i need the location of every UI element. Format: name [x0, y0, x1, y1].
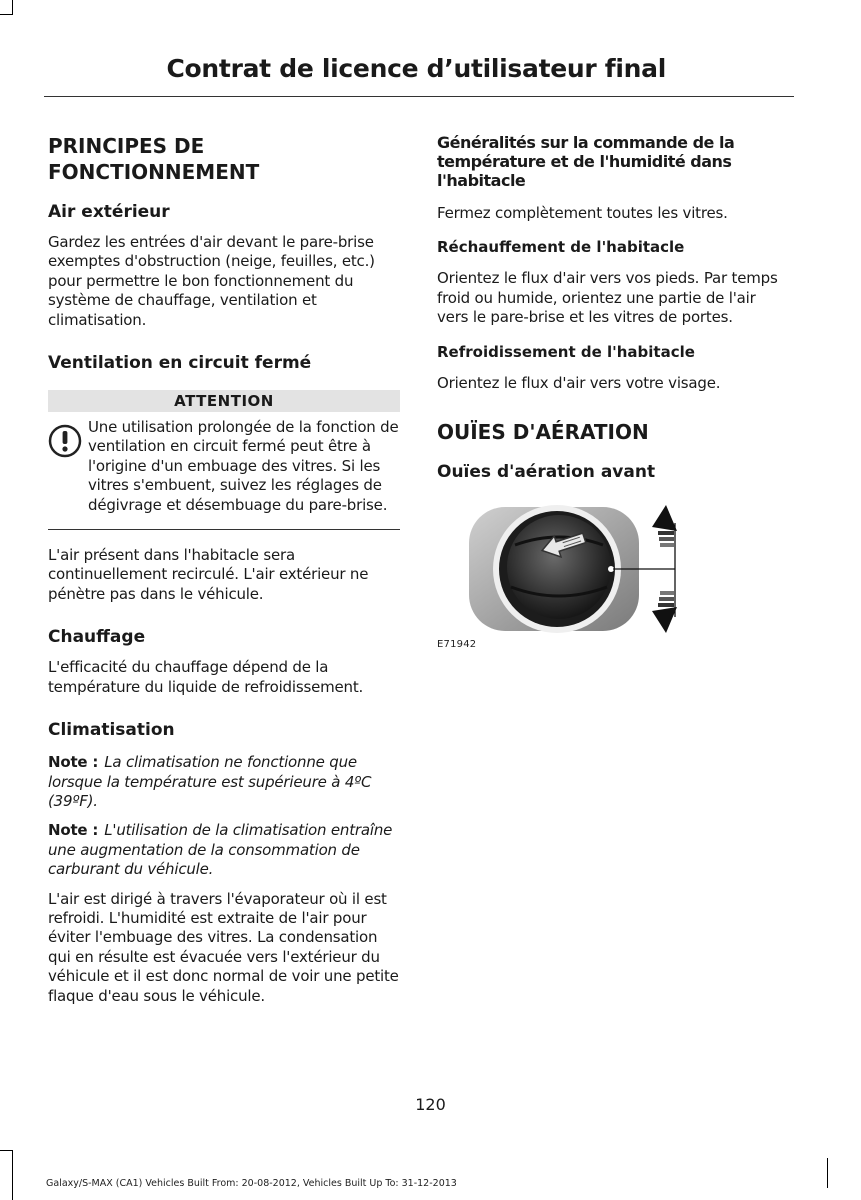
- heading-climatisation: Climatisation: [48, 720, 175, 741]
- page-number: 120: [415, 1095, 446, 1114]
- air-vent-illustration: [437, 501, 687, 641]
- paragraph-evaporateur: L'air est dirigé à travers l'évaporateur où il est refroidi. L'humidité est extraite de l'air pour éviter l'embuage des vitres. La condensation qui en résulte est évacuée vers l'extérieur du véhicule et il est donc normal de voir une petite flaque d'eau sous le véhicule.: [48, 889, 399, 1005]
- note-2-text: L'utilisation de la climatisation entraîne une augmentation de la consommation de carburant du véhicule.: [48, 821, 393, 879]
- paragraph-recircule: L'air présent dans l'habitacle sera continuellement recirculé. L'air extérieur ne pénètre pas dans le véhicule.: [48, 546, 369, 603]
- right-column: [437, 133, 789, 651]
- figure-air-vent: [437, 501, 687, 651]
- paragraph-refroidissement: Orientez le flux d'air vers votre visage.: [437, 373, 721, 392]
- warning-icon: [48, 424, 82, 458]
- heading-rechauffement: Réchauffement de l'habitacle: [437, 238, 685, 257]
- attention-label: ATTENTION: [48, 390, 400, 412]
- heading-ouies: OUÏES D'AÉRATION: [437, 420, 649, 445]
- attention-divider: [48, 529, 400, 530]
- heading-air-exterieur: Air extérieur: [48, 202, 170, 222]
- left-column: [48, 133, 400, 1006]
- crop-mark-bottom-right: [827, 1158, 828, 1188]
- figure-code: E71942: [437, 639, 477, 651]
- crop-mark-top-left: [12, 0, 13, 14]
- heading-ventilation: Ventilation en circuit fermé: [48, 353, 312, 374]
- crop-mark-bottom-left-v: [12, 1150, 13, 1200]
- paragraph-rechauffement: Orientez le flux d'air vers vos pieds. Par temps froid ou humide, orientez une partie de l'air vers le pare-brise et les vitres de portes.: [437, 269, 778, 327]
- crop-mark-top-left-h: [0, 14, 13, 15]
- attention-box: [48, 390, 400, 530]
- paragraph-chauffage: L'efficacité du chauffage dépend de la température du liquide de refroidissement.: [48, 658, 364, 696]
- note-2: [48, 821, 400, 879]
- paragraph-fermez: Fermez complètement toutes les vitres.: [437, 204, 728, 222]
- heading-generalites: Généralités sur la commande de la température et de l'humidité dans l'habitacle: [437, 133, 735, 190]
- note-1: [48, 753, 400, 811]
- heading-ouies-avant: Ouïes d'aération avant: [437, 462, 656, 483]
- page-title: Contrat de licence d’utilisateur final: [166, 54, 666, 83]
- note-1-text: La climatisation ne fonctionne que lorsque la température est supérieure à 4ºC (39ºF).: [48, 753, 372, 810]
- note-1-label: Note :: [48, 753, 99, 772]
- footer-text: Galaxy/S-MAX (CA1) Vehicles Built From: 20-08-2012, Vehicles Built Up To: 31-12-2013: [46, 1178, 457, 1189]
- attention-text: Une utilisation prolongée de la fonction de ventilation en circuit fermé peut être à l'origine d'un embuage des vitres. Si les vitres s'embuent, suivez les réglages de dégivrage et désembuage du pare-brise.: [88, 418, 399, 514]
- note-2-label: Note :: [48, 821, 99, 840]
- heading-refroidissement: Refroidissement de l'habitacle: [437, 342, 695, 361]
- heading-principes: PRINCIPES DE FONCTIONNEMENT: [48, 134, 260, 184]
- heading-chauffage: Chauffage: [48, 627, 146, 648]
- header-divider: [44, 96, 794, 97]
- attention-body: [48, 412, 400, 530]
- paragraph-air-exterieur: Gardez les entrées d'air devant le pare-brise exemptes d'obstruction (neige, feuilles, etc.) pour permettre le bon fonctionnement du système de chauffage, ventilation et climatisation.: [48, 233, 375, 329]
